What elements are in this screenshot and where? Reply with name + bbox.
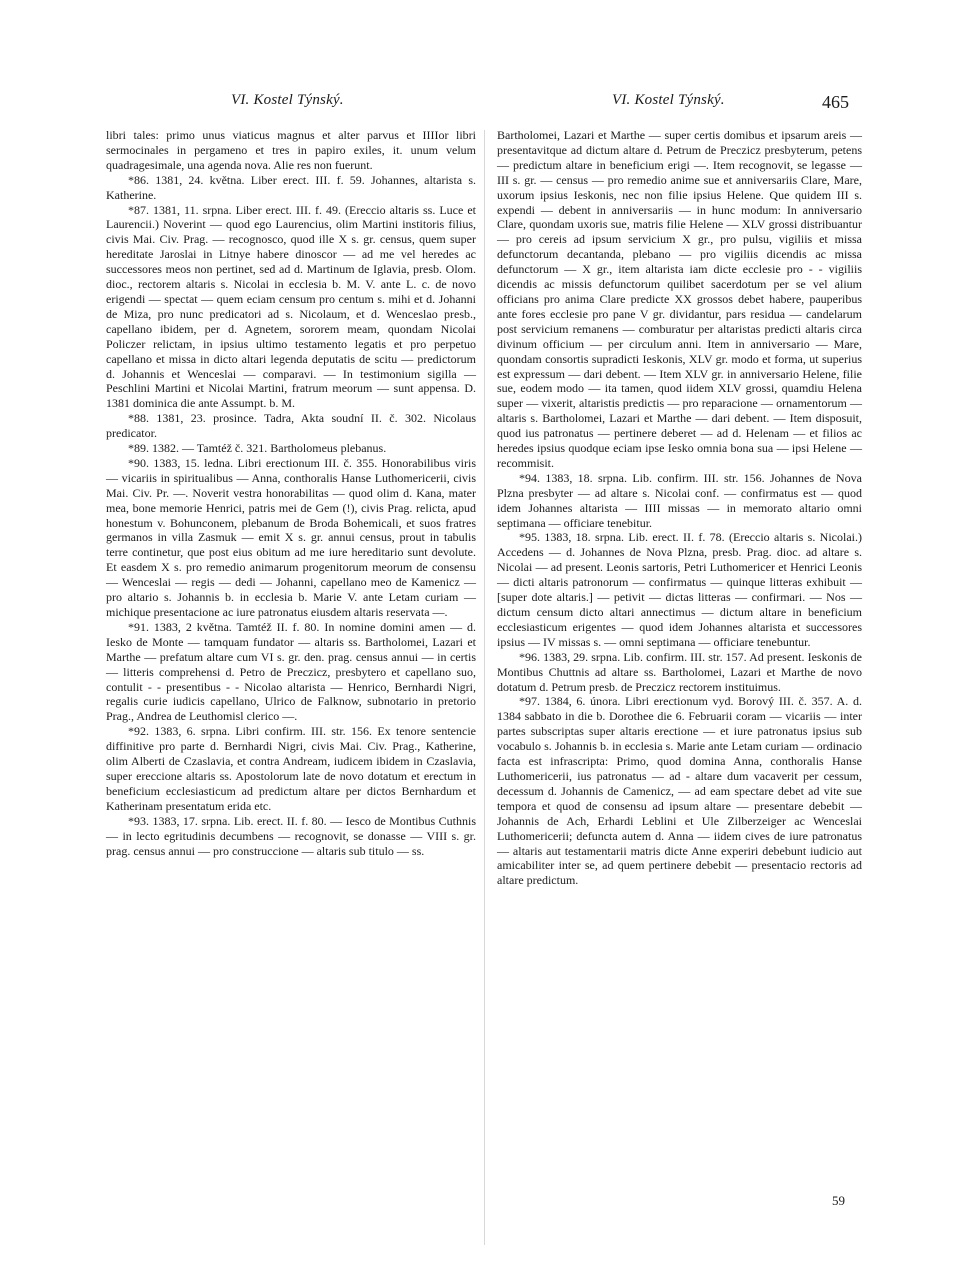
page-number: 465 <box>822 92 849 112</box>
column-divider <box>484 130 485 1245</box>
document-entry: *93. 1383, 17. srpna. Lib. erect. II. f. 80. — Iesco de Montibus Cuthnis — in lecto egritudinis decumbens — recognovit, se donasse — VIII s. gr. prag. census annui — pro construccione — altaris sub titulo — ss. <box>106 813 476 858</box>
running-header-left: VI. Kostel Týnský. <box>231 92 344 108</box>
paragraph-continuation: libri tales: primo unus viaticus magnus et alter parvus et IIIIor libri sermocinales in pergameno et tres in papiro exiles, it. unum velum quadragesimale, una agenda nova. Alie res non fuerunt. <box>106 128 476 172</box>
document-entry: *97. 1384, 6. února. Libri erectionum vyd. Borový III. č. 357. A. d. 1384 sabbato in die b. Dorothee die 6. Februarii coram — vicariis — inter partes subscriptas super altaris erectione — et iure patronatus ipsius sub vocabulo s. Johannis b. in ecclesia s. Marie ante Letam curiam — ordinacio facta est infrascripta: Primo, quod domina Anna, conthoralis Hanse Luthomericerii, ius patronatus — ad - altare dum vacaverit per cessum, decessum d. Johannis de Camenicz, — ad eam spectare debet ad vite sue tempora et quod de consensu ad ipsum altare — presentare debebit — Johannis de Ach, Erhardi Leblini et Ule Zilberzeiger ac Wenceslai Luthomericerii; defuncta autem d. Anna — iidem cives de iure patronatus — altaris aut testamentarii matris dicte Anne experiri debebunt iudicio aut amicabiliter inter se, ad quem pertinere debebit — presentacio rectoris ad altare predictum. <box>497 694 862 888</box>
document-entry: *94. 1383, 18. srpna. Lib. confirm. III. str. 156. Johannes de Nova Plzna presbyter — ad altare s. Nicolai conf. — confirmatus est — quod idem Johannes altarista — IIII missas — in memorato altario omni septimana — officiare tenebitur. <box>497 470 862 530</box>
document-entry: *91. 1383, 2 května. Tamtéž II. f. 80. In nomine domini amen — d. Iesko de Monte — tamquam fundator — altaris ss. Bartholomei, Lazari et Marthe — prefatum altare cum VI s. gr. den. prag. census annui — in certis — litteris comprehensi d. Petro de Preczicz, presbytero et capellano suo, contulit - - presentibus - - Nicolao altarista — Henrico, Bernhardi Nigri, regalis curie iudicis capellano, Ulrico de Falknow, subnotario in pretorio Prag., Andrea de Leuthomisl clerico —. <box>106 619 476 724</box>
document-entry: *86. 1381, 24. května. Liber erect. III. f. 59. Johannes, altarista s. Katherine. <box>106 172 476 202</box>
signature-mark: 59 <box>832 1193 845 1208</box>
document-entry: *89. 1382. — Tamtéž č. 321. Bartholomeus plebanus. <box>128 441 387 456</box>
right-text-column <box>497 128 862 888</box>
document-entry: *92. 1383, 6. srpna. Libri confirm. III. str. 156. Ex tenore sentencie diffinitive pro parte d. Bernhardi Nigri, civis Mai. Civ. Prag., Katherine, olim Alberti de Czaslavia, et contra Andream, iudicem ibidem in Czaslavia, super ereccione altaris ss. Apostolorum late de novo dotatum et erectum in beneficium ecclesiasticum ad predictum altare per dictos Bernhardum et Katherinam presentatum erida etc. <box>106 724 476 813</box>
document-entry: *90. 1383, 15. ledna. Libri erectionum III. č. 355. Honorabilibus viris — vicariis in spiritualibus — Anna, conthoralis Hanse Luthomericerii, civis Mai. Civ. Pr. —. Noverit vestra honorabilitas — quod olim d. Kana, mater mea, bone memorie Henrici, patris mei de Gem (!), civis Prag. relicta, apud honestum v. Bohunconem, plebanum de Broda Bohemicali, et suos fratres germanos in villa Zasmuk — emit X s. gr. annui census, prout in tabulis terre continetur, que post eius obitum ad me iure hereditario sunt devolute. Et easdem X s. pro remedio animarum progenitorum meorum de consensu — Wenceslai — regis — dedi — Johanni, capellano meo de Kamenicz — pro altario s. Johannis b. in ecclesia b. Marie V. ante Letam curiam — michique presentacione ac iure patronatus eiusdem altaris reservata —. <box>106 455 476 619</box>
document-entry: *88. 1381, 23. prosince. Tadra, Akta soudní II. č. 302. Nicolaus predicator. <box>106 411 476 441</box>
document-entry: *87. 1381, 11. srpna. Liber erect. III. f. 49. (Ereccio altaris ss. Luce et Laurencii.) Noverint — quod ego Laurencius, olim Martini institoris filius, civis Mai. Civ. Prag. — recognosco, quod ille X s. gr. census, quem super hereditate Jaroslai in Litnye habere dinoscor — ad me vel heredes ac successores meos non pertinet, sed ad d. Martinum de Iglavia, presb. Olom. dioc., rectorem altaris s. Nicolai in ecclesia b. M. V. ante L. c. de novo erigendi — spectat — quem eciam censum pro centum s. mihi et d. Johanni de Miza, pro nunc predicatori ad s. Nicolaum, et d. Wenceslao presb., capellano ibidem, per d. Agnetem, sororem meam, quondam Nicolai Policzer relictam, in ipsius ultimo testamento legatis et pro perpetuo capellano et missa in dicto altari legenda deputatis de scitu — predictorum d. Johannis et Wenceslai — comparavi. — In testimonium sigilla — Peschlini Martini et Nicolai Martini, fratrum meorum — sunt appensa. D. 1381 dominica die ante Assumpt. b. M. <box>106 202 476 411</box>
paragraph-continuation: Bartholomei, Lazari et Marthe — super certis domibus et ipsarum areis — presentavitque ad dictum altare d. Petrum de Preczicz presbyterum, petens — predictum altare in beneficium erigi —. Item recognovit, se legasse — III s. gr. — census — pro remedio anime sue et anniversariis Clare, Mare, uxorum ipsius Ieskonis, nec non filie ipsius Helene. Que quidem III s. expendi — debent in anniversariis — in hunc modum: In anniversario Clare, quondam uxoris sue, matris filie Helene — XLV grossi distribuantur — pro cereis ad ipsum servicium X gr., pro pulsu, vigiliis et missa defunctorum decantanda, plebano — pro vigiliis dicendis ac missa defunctorum — X gr., item altarista iam dicte ecclesie pro - - vigiliis dicendis ac missis defunctorum quilibet sacerdotum per se vel alium officians pro anima Clare predicte XX grossos debet habere, pauperibus ante fores ecclesie pro pane V gr. dividantur, pars residua — candelarum post servicium remanens — comburatur per altaristas predicti altaris circa divinum officium — per circulum anni. Item in anniversario — Mare, quondam consortis supradicti Ieskonis, XLV gr. modo et forma, ut superius est expressum — dari debent. — Item XLV gr. in anniversario Helene, filie sue, eodem modo — ita tamen, quod iidem XLV grossi, quamdiu Helena super — vixerit, altaristis predictis — pro reparacione — ornamentorum — altaris s. Bartholomei, Lazari et Marthe — dari debent. — Item disposuit, quod ius patronatus — pertinere deberet — ad d. Helenam — et filios ac heredes ipsius quodque eciam ipse Iesko omnia bona sua — ipsi Helene — recommisit. <box>497 128 862 470</box>
document-entry: *96. 1383, 29. srpna. Lib. confirm. III. str. 157. Ad present. Ieskonis de Montibus Chuttnis ad altare ss. Bartholomei, Lazari et Marthe de novo dotatum d. Petrum presb. de Preczicz rectorem instituimus. <box>497 649 862 694</box>
running-header-right: VI. Kostel Týnský. <box>612 92 725 108</box>
left-text-column <box>106 128 476 858</box>
document-entry: *95. 1383, 18. srpna. Lib. erect. II. f. 78. (Ereccio altaris s. Nicolai.) Accedens — d. Johannes de Nova Plzna, presb. Prag. dioc. ad altare s. Nicolai — ad present. Leonis sartoris, Petri Luthomericer et Henrici Leonis — dicti altaris patronorum — confirmatus — quinque litteras exhibuit — [super dote altaris.] — petivit — dictas litteras — confirmari. — Nos — dictum censum dicto altari annectimus — dictum altare in beneficium ecclesiasticum erigentes — quod idem Johannes altarista et successores ipsius — IV missas s. — omni septimana — officiare tenebuntur. <box>497 530 862 649</box>
